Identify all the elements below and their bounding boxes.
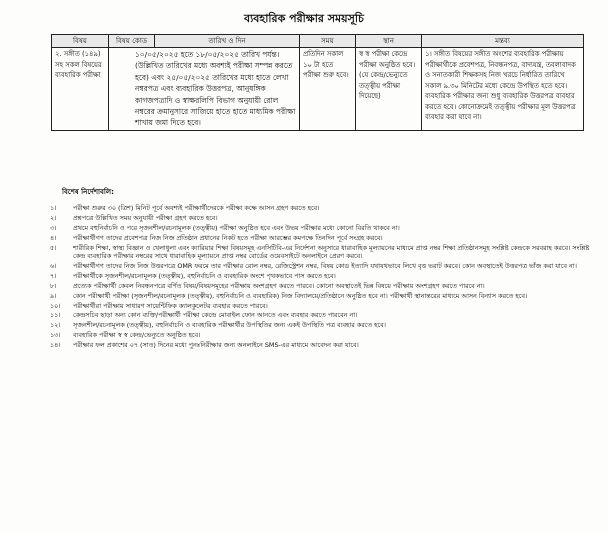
notes-list xyxy=(50,204,590,351)
note-text: প্রথমে বহুনির্বাচনি ও পরে সৃজনশীল/রচনামূলক (তত্ত্বীয়) পরীক্ষা অনুষ্ঠিত হবে এবং উভয় পরীক্ষার মধ্যে কোনো বিরতি থাকবে না। xyxy=(73,223,400,232)
cell-date: ১০/০৫/২০২৫ হতে ১৮/০৫/২০২৫ তারিখ পর্যন্ত। (উল্লিখিত তারিখের মধ্যে অবশ্যই পরীক্ষা সম্পন্ন করতে হবে) এবং ২৫/০৫/২০২৫ তারিখের মধ্যে হাতে লেখা নম্বরপত্র এবং ব্যবহারিক উত্তরপত্র, আনুষঙ্গিক কাগজপত্রাদি ও স্বাক্ষরলিপি বিভাগ অনুযায়ী রোল নম্বরের ক্রমানুসারে সাজিয়ে হাতে হাতে মাধ্যমিক পরীক্ষা শাখায় জমা দিতে হবে। xyxy=(109,48,300,131)
schedule-table xyxy=(51,34,584,131)
note-number: ৯। xyxy=(50,291,57,300)
notes-heading: বিশেষ নির্দেশাবলি: xyxy=(62,188,114,196)
note-text: শারীরিক শিক্ষা, স্বাস্থ্য বিজ্ঞান ও খেলাধুলা এবং ক্যারিয়ার শিক্ষা বিষয়সমূহ এনসিটিবি-এর নির্দেশনা অনুসারে ধারাবাহিক মূল্যায়নের মাধ্যমে প্রাপ্ত নম্বর শিক্ষা প্রতিষ্ঠানসমূহ সংশ্লিষ্ট কেন্দ্রকে সরবরাহ করবে। সংশ্লিষ্ট কেন্দ্র ব্যবহারিক পরীক্ষার নম্বরের সাথে ধারাবাহিক মূল্যায়নে প্রাপ্ত নম্বর বোর্ডের ওয়েবসাইটে অনলাইনে প্রেরণ করবে। xyxy=(73,243,590,261)
note-number: ২। xyxy=(50,213,57,222)
note-number: ১৪। xyxy=(50,341,61,350)
note-text: পরীক্ষার্থীকে সৃজনশীল/রচনামূলক (তত্ত্বীয়), বহুনির্বাচনি ও ব্যবহারিক অংশে পৃথকভাবে পাস করতে হবে। xyxy=(73,271,336,280)
cell-place: স্ব স্ব পরীক্ষা কেন্দ্রে পরীক্ষা অনুষ্ঠিত হবে। (যে কেন্দ্র/ভেন্যুতে তত্ত্বীয় পরীক্ষা দিয়েছে) xyxy=(356,48,422,131)
cell-subject: ২. সঙ্গীত (১৪৯) সহ সকল বিষয়ের ব্যবহারিক পরীক্ষা xyxy=(52,48,109,131)
list-item xyxy=(50,272,590,281)
schedule-header-row xyxy=(52,35,584,48)
list-item xyxy=(50,282,590,291)
list-item xyxy=(50,234,590,243)
list-item xyxy=(50,321,590,330)
note-number: ৭। xyxy=(50,271,57,280)
note-number: ১২। xyxy=(50,321,61,330)
header-subject-code: বিষয় কোড xyxy=(109,35,155,48)
note-text: পরীক্ষার ফল প্রকাশের ০৭ (সাত) দিনের মধ্যে পুনঃনিরীক্ষার জন্য অনলাইনে SMS-এর মাধ্যমে আবেদন করা যাবে। xyxy=(73,341,359,350)
note-text: পরীক্ষা শুরুর ৩০ (ত্রিশ) মিনিট পূর্বে অবশ্যই পরীক্ষার্থীদেরকে পরীক্ষা কক্ষে আসন গ্রহণ করতে হবে। xyxy=(73,204,320,212)
header-place: স্থান xyxy=(356,35,422,48)
note-text: প্রশ্নপত্রে উল্লিখিত সময় অনুযায়ী পরীক্ষা গ্রহণ করতে হবে। xyxy=(73,213,218,222)
note-number: ১৩। xyxy=(50,331,61,340)
list-item xyxy=(50,302,590,311)
note-number: ৩। xyxy=(50,223,57,232)
note-number: ৬। xyxy=(50,261,57,270)
header-date: তারিখ ও দিন xyxy=(155,35,300,48)
note-text: কোন পরীক্ষার্থী পরীক্ষা (সৃজনশীল/রচনামূলক (তত্ত্বীয়), বহুনির্বাচনি ও ব্যবহারিক) নিজ বিদ্যালয়ে/প্রতিষ্ঠানে অনুষ্ঠিত হবে না। পরীক্ষার্থী স্থানান্তরের মাধ্যমে আসন বিন্যাস করতে হবে। xyxy=(73,291,528,300)
list-item xyxy=(50,244,590,261)
list-item xyxy=(50,331,590,340)
list-item xyxy=(50,214,590,223)
header-remarks: মন্তব্য xyxy=(422,35,584,48)
cell-remarks xyxy=(422,48,584,131)
list-item xyxy=(50,224,590,233)
list-item xyxy=(50,292,590,301)
note-number: ৪। xyxy=(50,233,57,242)
note-text: সৃজনশীল/রচনামূলক (তত্ত্বীয়), বহুনির্বাচনি ও ব্যবহারিক পরীক্ষার্থীর উপস্থিতির জন্য একই উপস্থিতি পত্র ব্যবহার করতে হবে। xyxy=(73,321,386,330)
note-text: প্রত্যেক পরীক্ষার্থী কেবল নিবন্ধনপত্রে বর্ণিত বিষয়/বিষয়সমূহের পরীক্ষায় অংশগ্রহণ করতে পারবে। কোনো অবস্থাতেই ভিন্ন বিষয়ে পরীক্ষায় অংশগ্রহণ করতে পারবে না। xyxy=(73,281,485,290)
list-item xyxy=(50,341,590,350)
note-text: কেন্দ্রসচিব ছাড়া অন্য কোন ব্যক্তি/পরীক্ষার্থী পরীক্ষা কেন্দ্রে মোবাইল ফোন আনতে এবং ব্যবহার করতে পারবেন না। xyxy=(73,311,358,320)
header-time: সময় xyxy=(300,35,356,48)
list-item xyxy=(50,311,590,320)
cell-time: প্রতিদিন সকাল ১০ টা হতে পরীক্ষা শুরু হবে। xyxy=(300,48,356,131)
remark-music: ১। সঙ্গীত বিষয়ের সঙ্গীত অংশের ব্যবহারিক পরীক্ষায় পরীক্ষার্থীকে প্রবেশপত্র, নিবন্ধনপত্র, বাদ্যযন্ত্র, তবলাবাদক ও সনাতকারী শিক্ষকসহ নিজ খরচে নির্ধারিত তারিখে সকাল ৯.৩০ মিনিটের মধ্যে কেন্দ্রে উপস্থিত হতে হবে। xyxy=(425,50,576,90)
page-title: ব্যবহারিক পরীক্ষার সময়সূচি xyxy=(244,12,364,25)
note-number: ১১। xyxy=(50,311,61,320)
note-text: পরীক্ষার্থীরা পরীক্ষায় সাধারণ সায়েন্টিফিক ক্যালকুলেটর ব্যবহার করতে পারবে। xyxy=(73,301,268,310)
list-item xyxy=(50,204,590,213)
remark-answer-sheet: ব্যবহারিক পরীক্ষার জন্য শুধু ব্যবহারিক উত্তরপত্র ব্যবহার করতে হবে। কোনোক্রমেই তত্ত্বীয় পরীক্ষার মূল উত্তরপত্র ব্যবহার করা যাবে না। xyxy=(425,92,576,121)
header-subject: বিষয় xyxy=(52,35,109,48)
note-number: ৮। xyxy=(50,281,57,290)
table-row xyxy=(52,48,584,131)
note-text: পরীক্ষার্থীগণ তাদের নিজ নিজ উত্তরপত্রে OMR ফরমে তার পরীক্ষার রোল নম্বর, রেজিস্ট্রেশন নম্বর, বিষয় কোড ইত্যাদি যথাযথভাবে লিখে বৃত্ত ভরাট করবে। কোন অবস্থাতেই উত্তরপত্র ভাঁজ করা যাবে না। xyxy=(73,261,577,270)
note-text: ব্যবহারিক পরীক্ষা স্ব স্ব কেন্দ্র/ভেন্যুতে অনুষ্ঠিত হবে। xyxy=(73,331,201,340)
note-number: ১। xyxy=(50,204,57,212)
note-text: পরীক্ষার্থীগণ তাদের প্রবেশপত্র নিজ নিজ প্রতিষ্ঠান প্রধানের নিকট হতে পরীক্ষা আরম্ভের কমপক্ষে তিনদিন পূর্বে সংগ্রহ করবে। xyxy=(73,233,383,242)
note-number: ১০। xyxy=(50,301,61,310)
list-item xyxy=(50,262,590,271)
note-number: ৫। xyxy=(50,243,57,252)
